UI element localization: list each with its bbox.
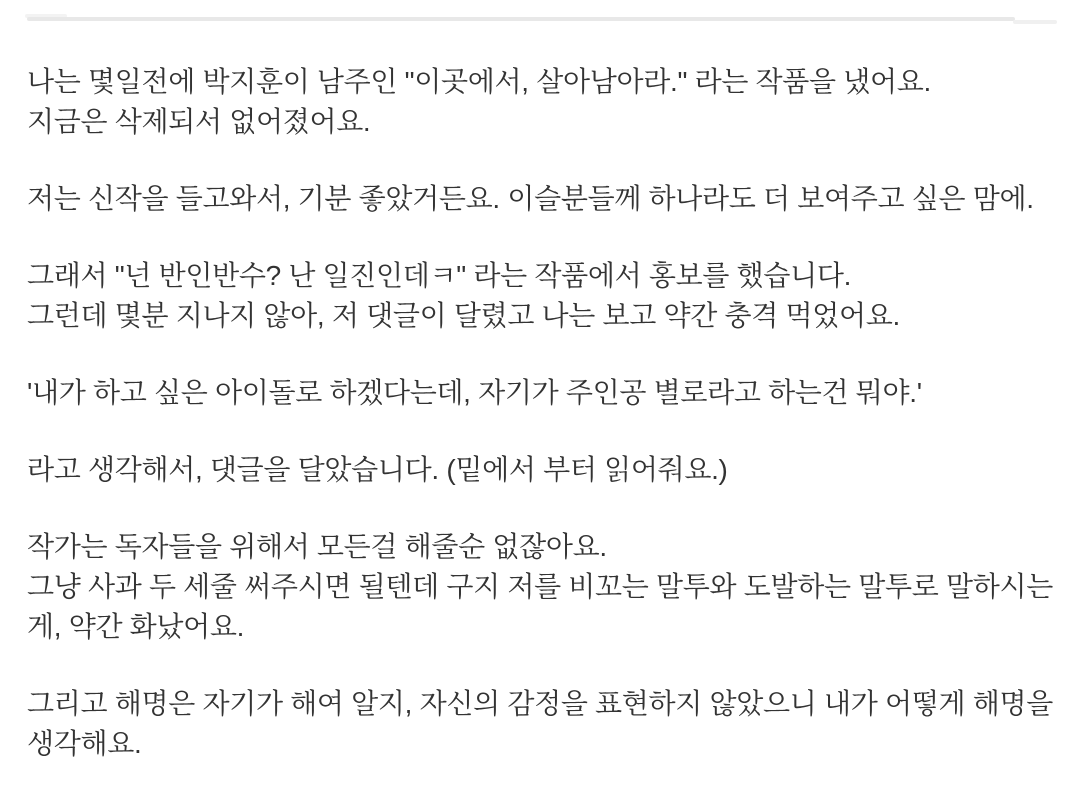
text-line: 그냥 사과 두 세줄 써주시면 될텐데 구지 저를 비꼬는 말투와 도발하는 말투로 말하시는 (27, 571, 1053, 602)
text-line: 그런데 몇분 지나지 않아, 저 댓글이 달렸고 나는 보고 약간 충격 먹었어요. (27, 300, 900, 331)
paragraph (27, 62, 1057, 142)
divider-segment-main (27, 17, 1015, 21)
paragraph (27, 684, 1057, 764)
top-divider (0, 0, 1080, 26)
text-line: '내가 하고 싶은 아이돌로 하겠다는데, 자기가 주인공 별로라고 하는건 뭐야.' (27, 377, 922, 408)
paragraph (27, 527, 1057, 647)
divider-segment-right (1013, 20, 1057, 24)
text-line: 게, 약간 화났어요. (27, 611, 245, 642)
text-line: 작가는 독자들을 위해서 모든걸 해줄순 없잖아요. (27, 531, 607, 562)
paragraph (27, 373, 1057, 413)
text-line: 생각해요. (27, 728, 142, 759)
text-line: 라고 생각해서, 댓글을 달았습니다. (밑에서 부터 읽어줘요.) (27, 454, 728, 485)
text-line: 나는 몇일전에 박지훈이 남주인 "이곳에서, 살아남아라." 라는 작품을 냈어요. (27, 66, 931, 97)
paragraph (27, 256, 1057, 336)
text-line: 그리고 해명은 자기가 해여 알지, 자신의 감정을 표현하지 않았으니 내가 어떻게 해명을 (27, 688, 1053, 719)
text-line: 그래서 "넌 반인반수? 난 일진인데ㅋ" 라는 작품에서 홍보를 했습니다. (27, 260, 852, 291)
post-body (27, 62, 1057, 764)
paragraph (27, 450, 1057, 490)
text-line: 저는 신작을 들고와서, 기분 좋았거든요. 이슬분들께 하나라도 더 보여주고 싶은 맘에. (27, 183, 1034, 214)
text-line: 지금은 삭제되서 없어졌어요. (27, 106, 371, 137)
paragraph (27, 179, 1057, 219)
